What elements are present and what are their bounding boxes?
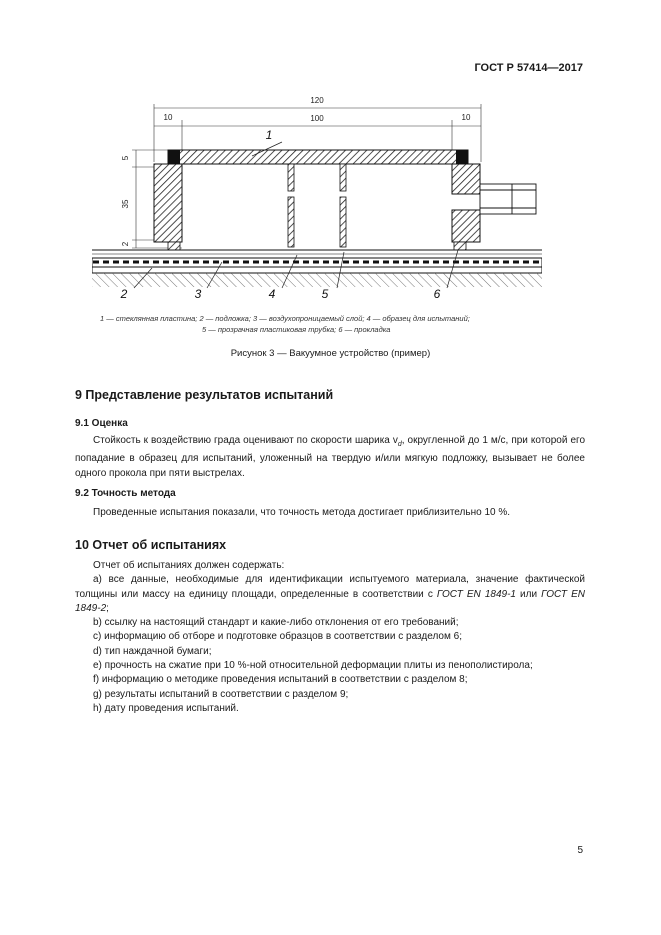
s10-item-e: e) прочность на сжатие при 10 %-ной относительной деформации плиты из пенополистирола; [93,660,533,672]
callout-6: 6 [433,287,441,301]
ref-gost-1849-2: ГОСТ EN 1849-2 [75,588,585,614]
dim-height: 35 [121,199,130,209]
ref-gost-1849-1: ГОСТ EN 1849-1 [436,588,516,600]
air-permeable-layer-dots [92,260,542,264]
dim-middle: 100 [310,114,324,123]
gasket-bottom-right [454,242,466,250]
vacuum-device-figure [92,92,542,307]
section-9-2-text [75,506,585,520]
callout-3: 3 [194,287,202,301]
figure-caption: Рисунок 3 — Вакуумное устройство (пример) [230,348,431,359]
s10-item-b: b) ссылку на настоящий стандарт и какие-либо отклонения от его требований; [93,617,459,629]
glass-plate [168,150,468,164]
s10-item-c: c) информацию об отборе и подготовке образцов в соответствии с разделом 6; [93,631,462,643]
callout-5: 5 [321,287,329,301]
dim-left: 10 [163,113,173,122]
callout-4: 4 [268,287,276,301]
figure-legend [92,313,567,335]
dim-total: 120 [310,96,324,105]
right-wall-lower [452,210,480,242]
legend-line-2: 5 — прозрачная пластиковая трубка; 6 — прокладка [202,325,391,334]
section-10-title: 10 Отчет об испытаниях [75,538,227,552]
internal-supports [288,164,346,247]
callout-2: 2 [120,287,128,301]
standard-number: ГОСТ Р 57414—2017 [474,62,583,74]
dimension-lines [132,104,481,248]
section-9-2-title: 9.2 Точность метода [75,488,176,499]
left-wall [154,164,182,242]
s92-paragraph: Проведенные испытания показали, что точность метода достигает приблизительно 10 %. [93,507,511,518]
gasket-top-left [168,150,180,164]
page-number: 5 [577,845,583,856]
dim-right: 10 [461,113,471,122]
gasket-top-right [456,150,468,164]
dim-bottom: 2 [121,241,130,247]
gasket-bottom-left [168,242,180,250]
s10-item-f: f) информацию о методике проведения испытаний в соответствии с разделом 8; [93,674,468,686]
s91-text-b: , округленной до 1 м/с, при которой его попадание в образец для испытаний, уложенный на твердую и/или мягкую подложку, вызывает не более одного прокола при пяти выстрелах. [75,435,586,479]
s91-text-a: Стойкость к воздействию града оценивают по скорости шарика v [93,435,398,446]
section-9-1-title: 9.1 Оценка [75,418,128,429]
plastic-tube [480,184,536,214]
legend-line-1: 1 — стеклянная пластина; 2 — подложка; 3 — воздухопроницаемый слой; 4 — образец для испытаний; [100,314,470,323]
section-10-list [75,559,585,716]
section-9-title: 9 Представление результатов испытаний [75,388,334,402]
ground-hatch [92,273,542,287]
section-9-1-text [75,434,585,481]
callout-1: 1 [265,128,273,142]
s10-item-a: a) все данные, необходимые для идентификации испытуемого материала, значение фактической толщины или массу на единицу площади, определенные в соответствии с ГОСТ EN 1849-1 или ГОСТ EN 1849-2; [75,574,585,614]
s10-item-g: g) результаты испытаний в соответствии с разделом 9; [93,688,349,700]
right-wall-upper [452,164,480,194]
s10-item-h: h) дату проведения испытаний. [93,702,239,714]
dim-top: 5 [121,155,130,161]
s10-item-d: d) тип наждачной бумаги; [93,645,212,657]
substrate [92,267,542,273]
s10-intro: Отчет об испытаниях должен содержать: [93,560,285,571]
s91-subscript: d [397,441,402,448]
